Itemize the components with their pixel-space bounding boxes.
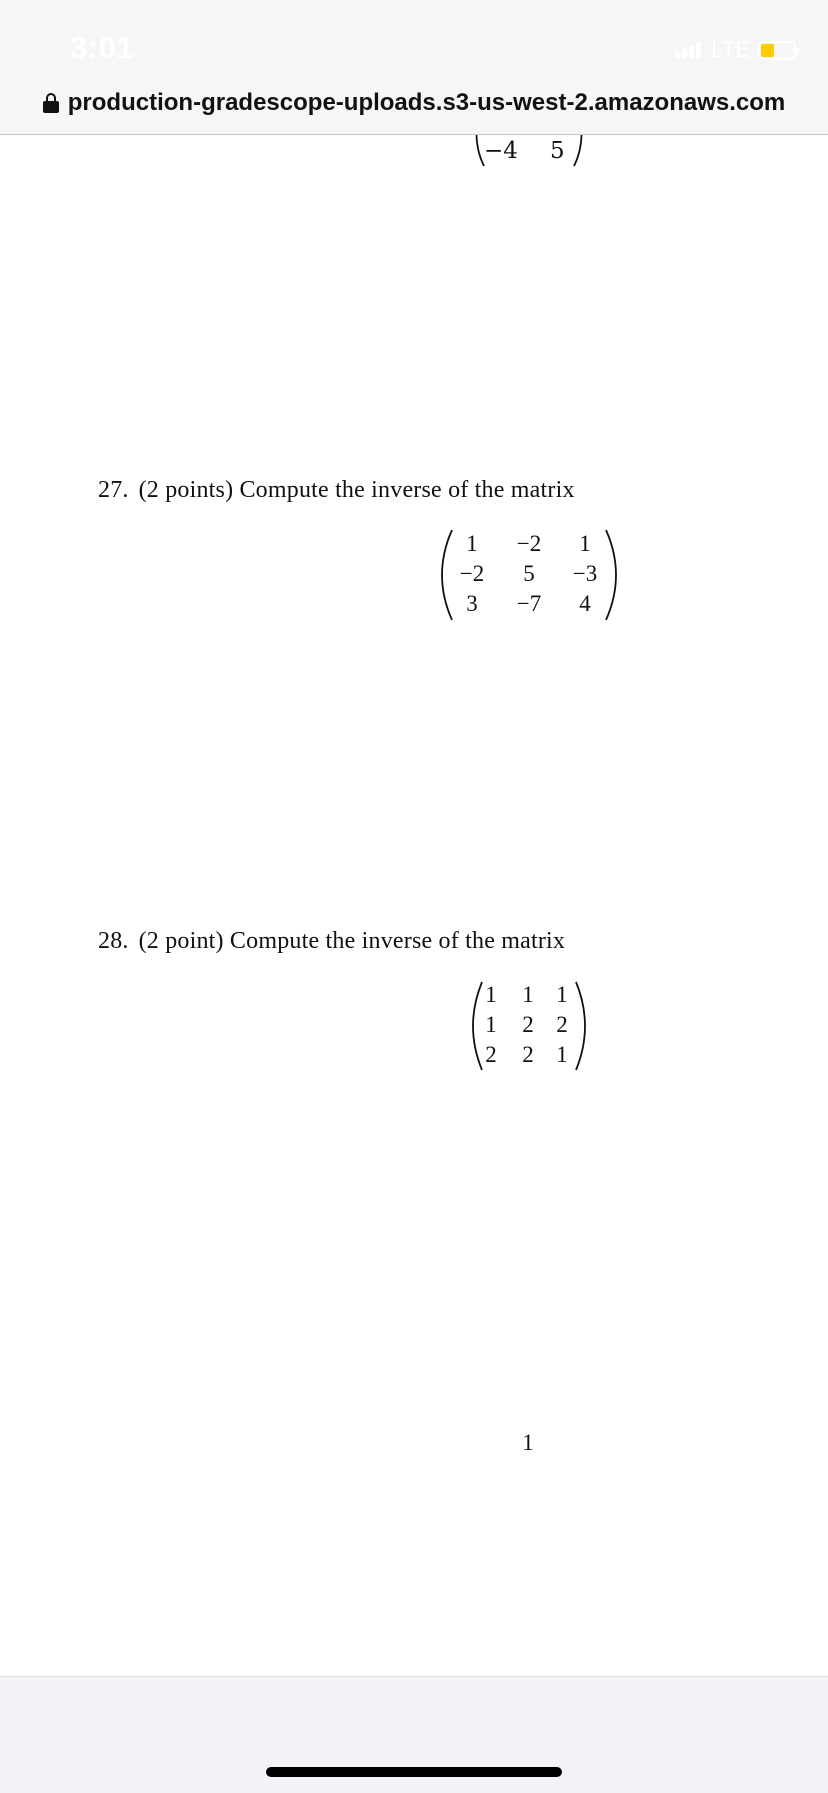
problem-27-matrix [436, 528, 622, 622]
problem-number: 27. [98, 477, 129, 503]
previous-matrix-cell: 5 [550, 138, 565, 164]
browser-chrome [0, 0, 828, 135]
matrix-cell: 5 [523, 561, 535, 586]
status-time: 3:01 [70, 30, 135, 65]
matrix-cell: −2 [516, 531, 542, 556]
matrix-cell: 4 [579, 591, 591, 616]
problem-text: (2 point) Compute the inverse of the matrix [138, 928, 566, 954]
matrix-cell: 2 [556, 1012, 568, 1037]
status-indicators [675, 38, 796, 62]
matrix-cell: 1 [466, 531, 478, 556]
page-number: 1 [522, 1430, 534, 1455]
battery-icon [758, 41, 796, 60]
matrix-cell: 2 [485, 1042, 497, 1067]
matrix-cell: −7 [516, 591, 542, 616]
address-bar[interactable] [0, 80, 828, 126]
matrix-cell: 2 [522, 1012, 534, 1037]
matrix-cell: 1 [485, 1012, 497, 1037]
matrix-cell: −2 [459, 561, 485, 586]
matrix-cell: 2 [522, 1042, 534, 1067]
matrix-cell: 1 [556, 982, 568, 1007]
home-indicator[interactable] [266, 1767, 562, 1777]
network-type-label: LTE [711, 37, 750, 62]
cellular-signal-icon [675, 42, 703, 58]
problem-28-matrix [468, 980, 590, 1072]
url-text[interactable]: production-gradescope-uploads.s3-us-west-2.amazonaws.com [67, 89, 786, 116]
matrix-cell: 1 [579, 531, 591, 556]
previous-matrix-cell: −4 [484, 138, 518, 164]
lock-icon [43, 93, 59, 113]
matrix-cell: 1 [485, 982, 497, 1007]
matrix-cell: 1 [556, 1042, 568, 1067]
problem-27-statement [98, 477, 575, 504]
problem-text: (2 points) Compute the inverse of the matrix [138, 477, 575, 503]
problem-28-statement [98, 928, 565, 955]
problem-number: 28. [98, 928, 129, 954]
matrix-cell: 3 [466, 591, 478, 616]
matrix-cell: 1 [522, 982, 534, 1007]
matrix-cell: −3 [572, 561, 598, 586]
bottom-toolbar [0, 1676, 828, 1793]
